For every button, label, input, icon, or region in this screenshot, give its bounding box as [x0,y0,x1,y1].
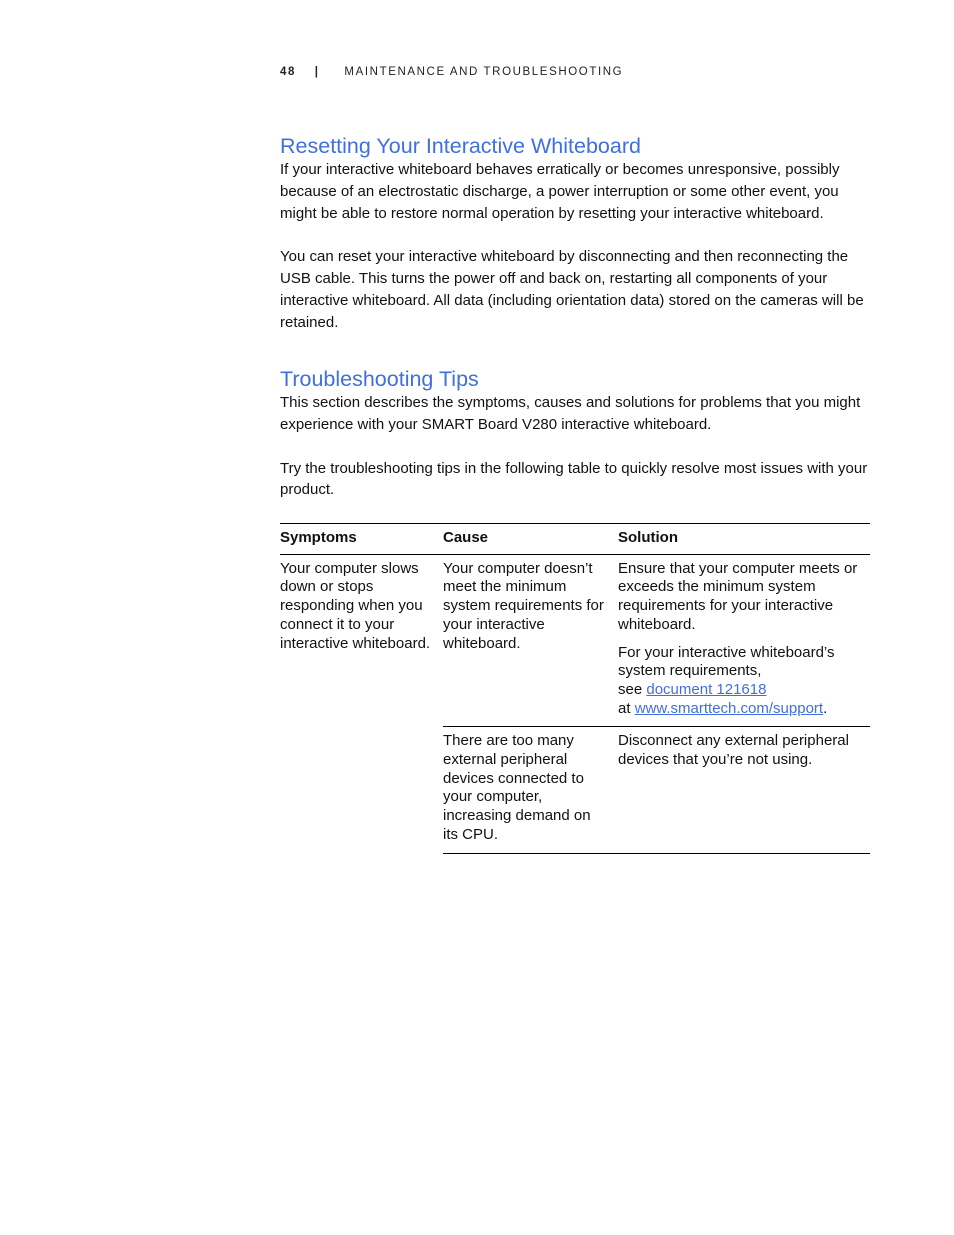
resetting-paragraph-1: If your interactive whiteboard behaves erratically or becomes unresponsive, possibly because of an electrostatic discharge, a power interruption or some other event, you might be able to restore normal operation by resetting your interactive whiteboard. [280,161,840,222]
tips-paragraph-1: This section describes the symptoms, causes and solutions for problems that you might experience with your SMART Board V280 interactive whiteboard. [280,394,861,433]
solution-cell: Disconnect any external peripheral devices that you’re not using. [618,727,870,853]
period: . [823,699,828,717]
tips-paragraph-2: Try the troubleshooting tips in the following table to quickly resolve most issues with your product. [280,459,868,499]
solution-reference [618,644,860,719]
troubleshooting-table [280,523,870,854]
cause-cell: There are too many external peripheral devices connected to your computer, increasing demand on its CPU. [443,727,618,853]
header-solution: Solution [618,524,870,555]
header-section-title: MAINTENANCE AND TROUBLESHOOTING [344,66,624,78]
support-url-link[interactable]: www.smarttech.com/support [634,699,824,717]
cause-cell: Your computer doesn’t meet the minimum system requirements for your interactive whiteboard. [443,559,604,652]
resetting-paragraph-2: You can reset your interactive whiteboard by disconnecting and then reconnecting the USB cable. This turns the power off and back on, restarting all components of your interactive whiteboard. All data (including orientation data) stored on the cameras will be retained. [280,248,864,331]
table-header-row [280,524,870,555]
solution-at-line [618,700,860,719]
header-separator: | [314,66,320,78]
page-number: 48 [280,66,296,78]
solution-cell [618,554,870,727]
symptom-cell: Your computer slows down or stops responding when you connect it to your interactive whiteboard. [280,559,431,652]
solution-reference-text: For your interactive whiteboard’s system requirements, [618,643,835,680]
document-link[interactable]: document 121618 [646,680,767,698]
table-row [280,554,870,727]
section-resetting [280,133,870,334]
see-label: see [618,680,647,698]
section-title-troubleshooting: Troubleshooting Tips [280,367,479,391]
section-troubleshooting-tips [280,366,870,501]
solution-text: Ensure that your computer meets or exceeds the minimum system requirements for your interactive whiteboard. [618,559,858,633]
solution-see-line [618,681,860,700]
at-label: at [618,699,635,717]
header-symptoms: Symptoms [280,524,443,555]
section-title-resetting: Resetting Your Interactive Whiteboard [280,134,641,158]
header-cause: Cause [443,524,618,555]
page-header [280,66,623,78]
